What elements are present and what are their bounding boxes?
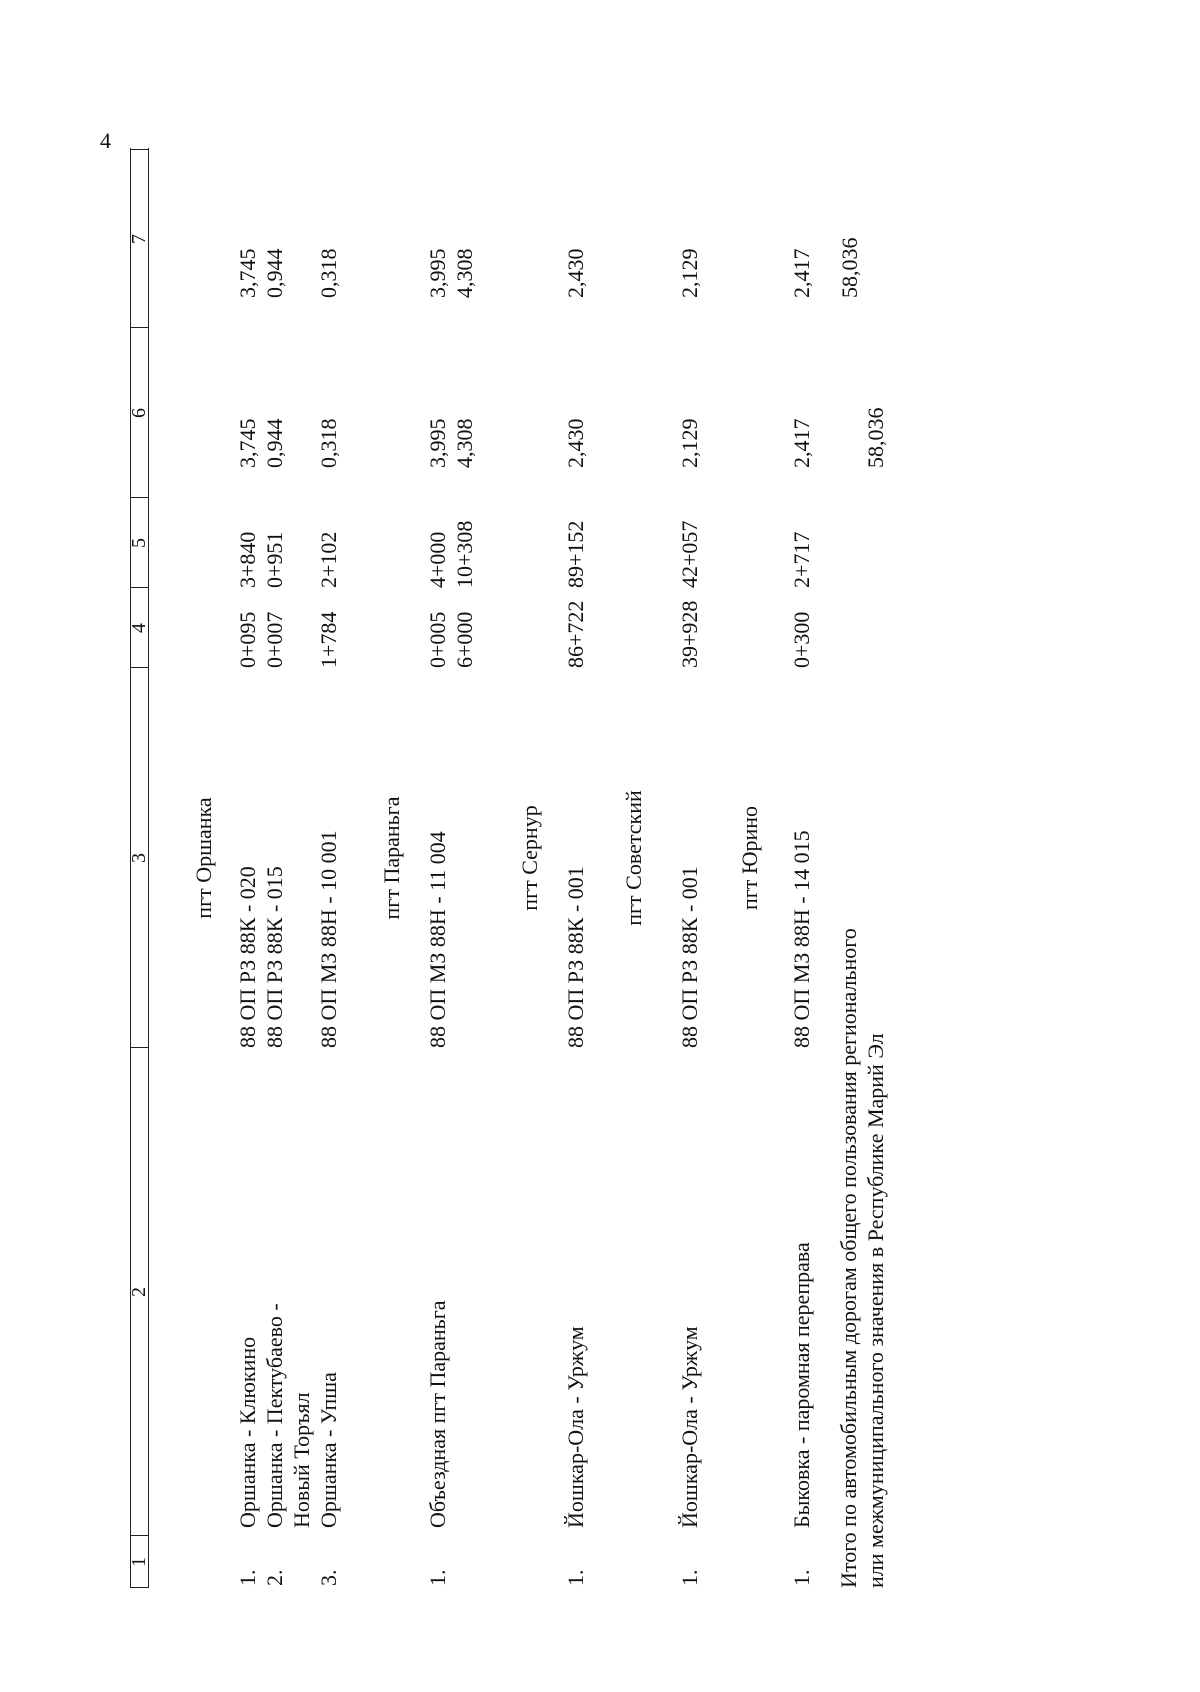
column-number-2: 2: [128, 1287, 150, 1297]
total-value: 2,129: [677, 248, 702, 298]
row-number: 1.: [563, 1569, 588, 1586]
row-number: 3.: [316, 1569, 341, 1586]
road-name: Быковка - паромная переправа: [789, 1242, 814, 1528]
table-header-rule: [148, 148, 149, 1588]
total-value: 0,944: [262, 248, 287, 298]
summary-length: 58,036: [863, 407, 888, 468]
length-value: 4,308: [452, 418, 477, 468]
summary-total: 58,036: [837, 237, 862, 298]
road-code: 88 ОП МЗ 88Н - 14 015: [789, 830, 814, 1048]
road-name: Йошкар-Ола - Уржум: [563, 1326, 588, 1528]
row-number: 1.: [677, 1569, 702, 1586]
road-code: 88 ОП МЗ 88Н - 11 004: [425, 831, 450, 1048]
length-value: 2,129: [677, 418, 702, 468]
column-number-1: 1: [128, 1557, 150, 1567]
group-town-heading: пгт Параньга: [379, 796, 404, 920]
km-start: 0+005: [425, 611, 450, 668]
row-number: 1.: [789, 1569, 814, 1586]
road-code: 88 ОП РЗ 88К - 020: [235, 866, 260, 1048]
km-start: 0+095: [235, 611, 260, 668]
road-name: Объездная пгт Параньга: [425, 1300, 450, 1528]
row-number: 2.: [262, 1569, 287, 1586]
summary-line-1: Итого по автомобильным дорогам общего пользования регионального: [836, 928, 861, 1588]
length-value: 3,995: [425, 418, 450, 468]
road-code: 88 ОП РЗ 88К - 015: [262, 866, 287, 1048]
length-value: 0,944: [262, 418, 287, 468]
column-number-4: 4: [128, 623, 150, 633]
group-town-heading: пгт Сернур: [517, 805, 542, 911]
km-end: 4+000: [425, 531, 450, 588]
column-number-5: 5: [128, 538, 150, 548]
km-end: 10+308: [452, 520, 477, 588]
total-value: 3,995: [425, 248, 450, 298]
row-number: 1.: [425, 1569, 450, 1586]
km-end: 42+057: [677, 520, 702, 588]
page-number: 4: [100, 128, 111, 153]
column-number-6: 6: [128, 408, 150, 418]
road-name: Оршанка - Пектубаево - Новый Торъял: [262, 1303, 314, 1528]
summary-line-2: или межмуниципального значения в Республике Марий Эл: [863, 1033, 888, 1588]
road-code: 88 ОП МЗ 88Н - 10 001: [316, 830, 341, 1048]
km-start: 39+928: [677, 600, 702, 668]
length-value: 3,745: [235, 418, 260, 468]
length-value: 2,430: [563, 418, 588, 468]
row-number: 1.: [235, 1569, 260, 1586]
column-number-7: 7: [128, 234, 150, 244]
group-town-heading: пгт Юрино: [737, 805, 762, 911]
km-end: 2+717: [789, 531, 814, 588]
length-value: 2,417: [789, 418, 814, 468]
road-code: 88 ОП РЗ 88К - 001: [563, 866, 588, 1048]
road-name: Оршанка - Клюкино: [235, 1336, 260, 1528]
km-end: 89+152: [563, 520, 588, 588]
group-town-heading: пгт Оршанка: [191, 797, 216, 919]
km-start: 1+784: [316, 611, 341, 668]
rotated-table: [130, 148, 1030, 1588]
km-start: 0+300: [789, 611, 814, 668]
road-name: Оршанка - Упша: [316, 1372, 341, 1528]
total-value: 2,417: [789, 248, 814, 298]
total-value: 4,308: [452, 248, 477, 298]
total-value: 0,318: [316, 248, 341, 298]
km-end: 0+951: [262, 531, 287, 588]
km-start: 86+722: [563, 600, 588, 668]
road-name: Йошкар-Ола - Уржум: [677, 1326, 702, 1528]
road-code: 88 ОП РЗ 88К - 001: [677, 866, 702, 1048]
total-value: 2,430: [563, 248, 588, 298]
length-value: 0,318: [316, 418, 341, 468]
km-start: 0+007: [262, 611, 287, 668]
group-town-heading: пгт Советский: [621, 790, 646, 926]
km-end: 3+840: [235, 531, 260, 588]
km-end: 2+102: [316, 531, 341, 588]
km-start: 6+000: [452, 611, 477, 668]
column-number-3: 3: [128, 853, 150, 863]
total-value: 3,745: [235, 248, 260, 298]
